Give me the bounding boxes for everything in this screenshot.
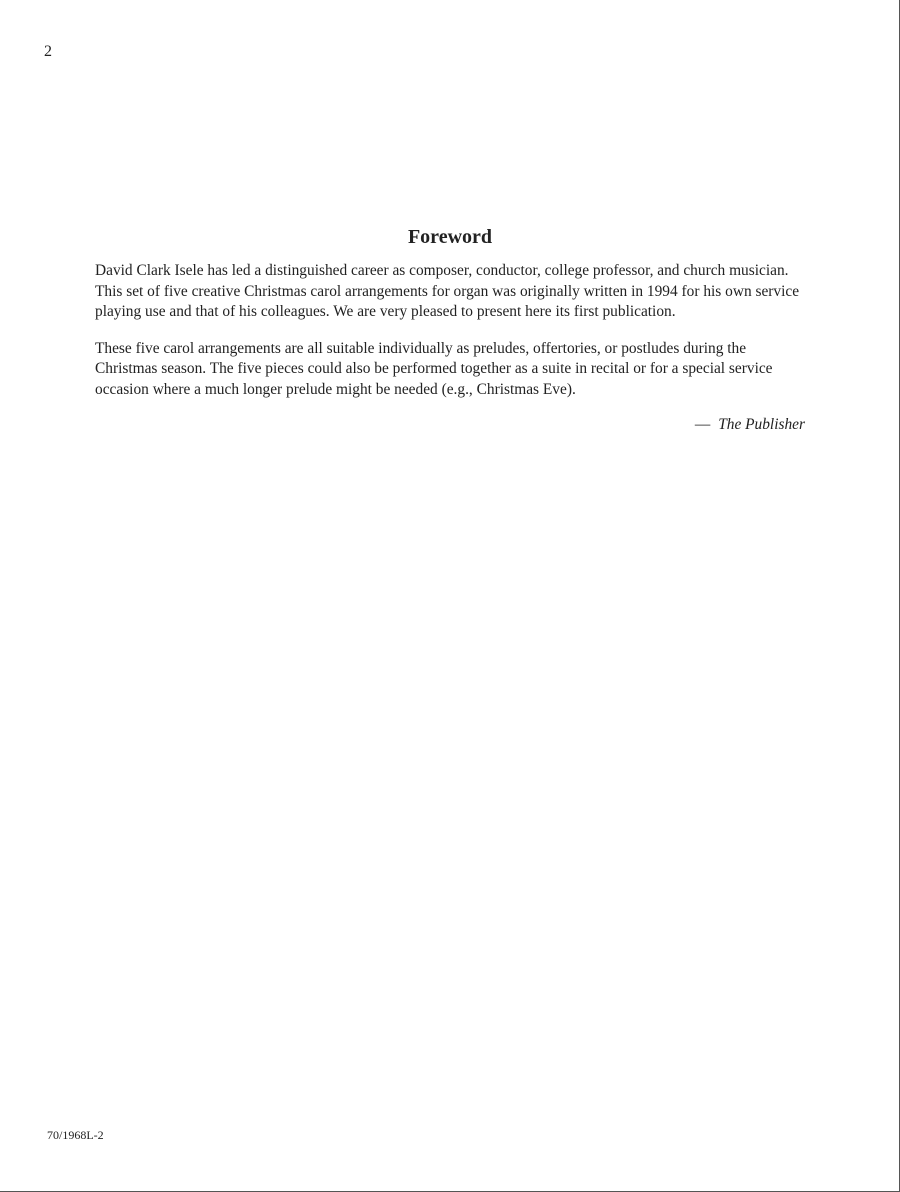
signature: [95, 416, 805, 434]
catalog-code: 70/1968L-2: [47, 1128, 104, 1142]
foreword-section: [95, 226, 805, 434]
signature-name: The Publisher: [718, 416, 805, 433]
signature-dash: —: [694, 416, 711, 433]
page-number: 2: [44, 43, 52, 60]
foreword-paragraph-2: These five carol arrangements are all suitable individually as preludes, offertories, or postludes during the Christmas season. The five pieces could also be performed together as a suite in recital or for a special service occasion where a much longer prelude might be needed (e.g., Christmas Eve).: [95, 339, 773, 398]
foreword-paragraph-1: David Clark Isele has led a distinguished career as composer, conductor, college professor, and church musician. This set of five creative Christmas carol arrangements for organ was originally written in 1994 for his own service playing use and that of his colleagues. We are very pleased to present here its first publication.: [95, 262, 800, 320]
foreword-title: Foreword: [407, 226, 493, 248]
